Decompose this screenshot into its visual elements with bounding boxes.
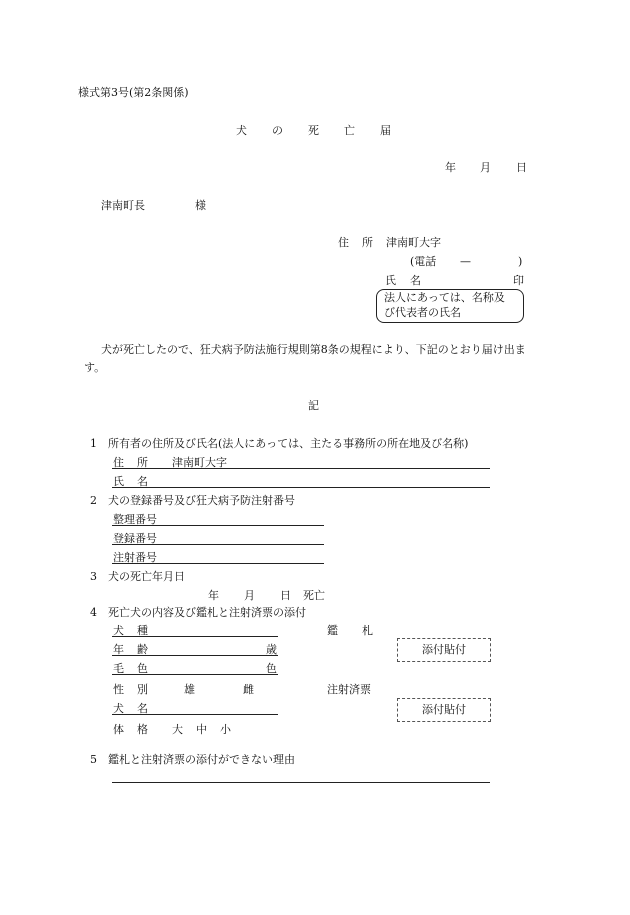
size-medium-option[interactable]: 中 (196, 723, 207, 736)
size-small-option[interactable]: 小 (220, 723, 231, 736)
section-5-heading: 5 鑑札と注射済票の添付ができない理由 (90, 753, 295, 766)
sex-female-option[interactable]: 雌 (243, 683, 254, 696)
section-4-heading: 4 死亡犬の内容及び鑑札と注射済票の添付 (90, 606, 306, 619)
section-1-heading: 1 所有者の住所及び氏名(法人にあっては、主たる事務所の所在地及び名称) (90, 437, 469, 450)
vaccination-attach-box[interactable]: 添付貼付 (397, 698, 491, 722)
seiri-number-label: 整理番号 (113, 513, 157, 526)
form-number: 様式第3号(第2条関係) (78, 86, 189, 99)
sex-male-option[interactable]: 雄 (184, 683, 195, 696)
section-2-heading: 2 犬の登録番号及び狂犬病予防注射番号 (90, 494, 295, 507)
reason-line[interactable] (112, 782, 490, 783)
seiri-number-line[interactable] (112, 525, 324, 526)
vaccination-tag-label: 注射済票 (327, 683, 371, 696)
seal-mark: 印 (513, 274, 524, 287)
breed-line[interactable] (112, 636, 278, 637)
page: 様式第3号(第2条関係) 犬 の 死 亡 届 年 月 日 津南町長 様 住 所 津南町大字 (電話 — ) 氏 名 印 法人にあっては、名称及 び代表者の氏名 犬が死亡したので、狂犬病予防法施行規則第8条の規程により、下記のとおり届け出ま す。 記 1 所有者の住所及び氏名(法人にあっては、主たる事務所の所在地及び名称) 住 所 津南町大字 氏 名 2 犬の登録番号及び狂犬病予防注射番号 整理番号 登録番号 注射番号 3 犬の死亡年月日 年 月 日 死亡 4 死亡犬の内容及び鑑札と注射済票の添付 犬 種 年 齢 歳 毛 色 色 性 別 雄 雌 犬 名 体 格 大 中 小 鑑 札 添付貼付 注射済票 添付貼付 5 鑑札と注射済票の添付ができない理由 (0, 0, 630, 915)
injection-number-label: 注射番号 (113, 551, 157, 564)
size-large-option[interactable]: 大 (172, 723, 183, 736)
registration-number-label: 登録番号 (113, 532, 157, 545)
age-line[interactable] (112, 655, 278, 656)
body-text-line2: す。 (84, 361, 106, 374)
registration-number-line[interactable] (112, 544, 324, 545)
ki-heading: 記 (308, 399, 319, 412)
section-3-heading: 3 犬の死亡年月日 (90, 570, 185, 583)
color-line[interactable] (112, 674, 278, 675)
tag-attach-box[interactable]: 添付貼付 (397, 638, 491, 662)
owner-name-line[interactable] (112, 487, 490, 488)
injection-number-line[interactable] (112, 563, 324, 564)
dog-name-line[interactable] (112, 714, 278, 715)
body-text-line1: 犬が死亡したので、狂犬病予防法施行規則第8条の規程により、下記のとおり届け出ま (101, 343, 526, 356)
owner-address-line[interactable] (112, 468, 490, 469)
